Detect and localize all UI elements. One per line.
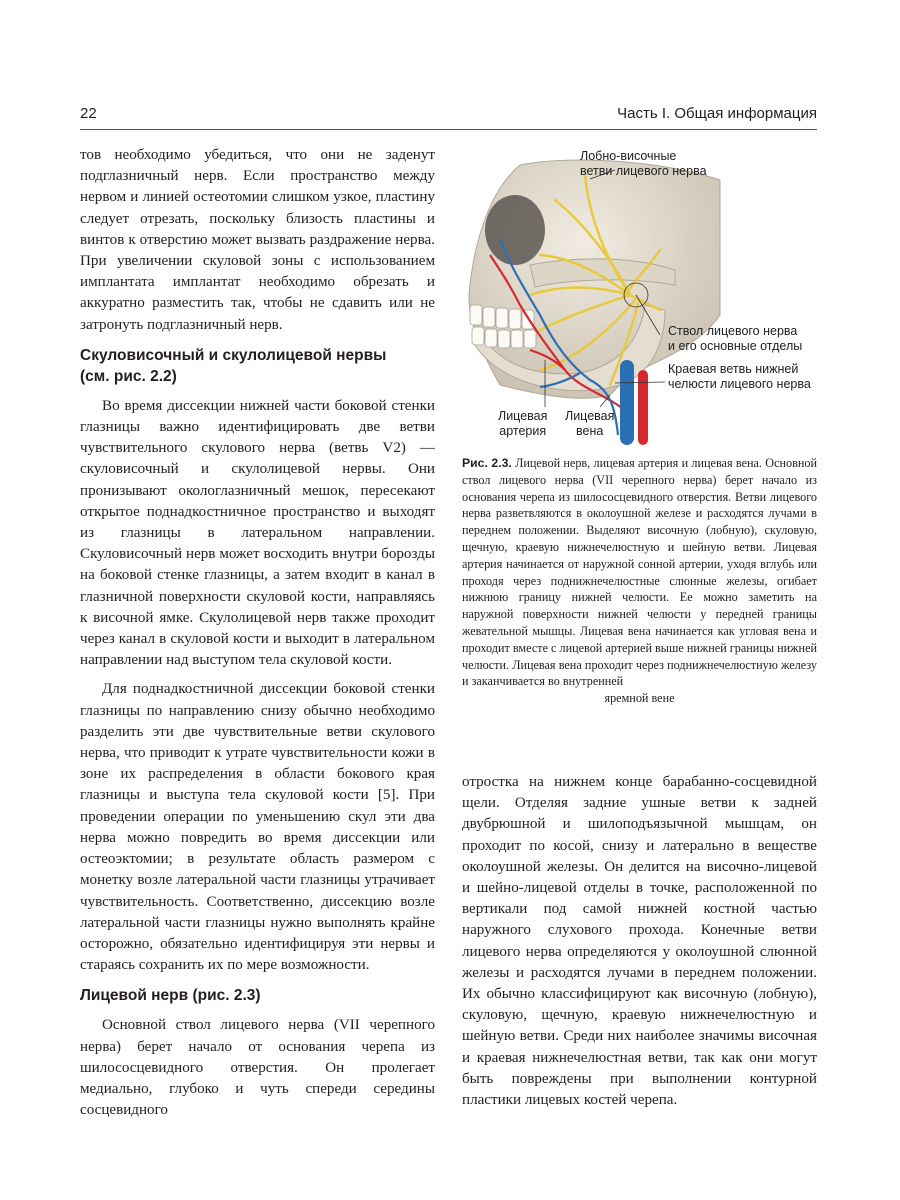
section-heading-line: (см. рис. 2.2) [80, 367, 177, 385]
skull-illustration [460, 145, 820, 445]
label-vein: Лицевая вена [565, 409, 615, 438]
left-column [80, 145, 435, 1121]
label-frontotemporal: Лобно-височные ветви лицевого нерва [580, 149, 707, 178]
orbit [485, 195, 545, 265]
running-title: Часть I. Общая информация [617, 105, 817, 122]
section-heading [80, 345, 435, 387]
label-trunk: Ствол лицевого нерва и его основные отделы [668, 324, 803, 353]
section-heading-line: Скуловисочный и скулолицевой нервы [80, 346, 387, 364]
figure-caption [462, 455, 817, 707]
paragraph: Во время диссекции нижней части боковой стенки глазницы важно идентифицировать две ветви чувствительного скулового нерва (ветвь V2) — скуловисочный и скулолицевой нервы. Они пронизывают окологлазничный мешок, пересекают открытое поднадкостничное пространство и выходят из глазницы в латеральном направлении. Скуловисочный нерв может восходить внутри борозды на боковой стенке глазницы, а затем входит в канал в глазничной поверхности скуловой кости, направляясь к височной ямке. Скулолицевой нерв также проходит через канал в скуловой кости и выходит в латеральном направлении над выступом тела скуловой кости. [80, 397, 435, 669]
label-marginal: Краевая ветвь нижней челюсти лицевого нерва [668, 362, 811, 391]
section-heading: Лицевой нерв (рис. 2.3) [80, 987, 261, 1005]
caption-head: Рис. 2.3. [462, 456, 512, 470]
paragraph: Для поднадкостничной диссекции боковой стенки глазницы по направлению снизу обычно необходимо разделить эти две чувствительные ветви скулового нерва, что приводит к утрате чувствительности кожи в зоне их распределения в области бокового края глазницы и выступа тела скуловой кости [5]. При проведении операции по уменьшению скул эти два нерва можно повредить во время диссекции или остеоэктомии; в результате область размером с монетку возле латеральной части глазницы утрачивает чувствительность. Соответственно, диссекцию возле латеральной части глазницы нужно выполнять крайне осторожно, обязательно идентифицируя эти нервы и стараясь сохранить их по мере возможности. [80, 681, 435, 974]
right-column [462, 772, 817, 1111]
jugular-vein [620, 360, 634, 445]
figure-facial-nerve [460, 145, 820, 445]
paragraph: отростка на нижнем конце барабанно-сосцевидной щели. Отделяя задние ушные ветви к задней двубрюшной и шилоподъязычной мышцам, он проходит по косой, снизу и латерально в веществе околоушной железы. Он делится на височно-лицевой и шейно-лицевой отделы в точке, расположенной по вертикали под самой нижней костной частью наружного слухового прохода. Конечные ветви лицевого нерва определяются у околоушной слюнной железы и расходятся лучами в переднем положении. Их обычно классифицируют как височную (лобную), скуловую, щечную, краевую нижнечелюстную и шейную ветви. Среди них наиболее значимы височная и краевая нижнечелюстная ветви, так как они могут быть повреждены при выполнении контурной пластики лицевых костей черепа. [462, 774, 817, 1109]
carotid-artery [638, 370, 648, 445]
page-number: 22 [80, 105, 97, 122]
caption-last-line: яремной вене [604, 691, 675, 706]
label-artery: Лицевая артерия [498, 409, 548, 438]
paragraph: Основной ствол лицевого нерва (VII черепного нерва) берет начало от основания черепа из шилососцевидного отверстия. Он пролегает медиально, глубоко и чуть спереди середины сосцевидного [80, 1017, 435, 1119]
paragraph: тов необходимо убедиться, что они не заденут подглазничный нерв. Если пространство между нервом и линией остеотомии слишком узкое, пластину следует отрезать, поскольку близость пластины и винтов к отверстию может вызвать раздражение нерва. При увеличении скуловой зоны с использованием имплантата имплантат необходимо обрезать и аккуратно разместить так, чтобы не сдавить или не затронуть подглазничный нерв. [80, 147, 435, 333]
running-header [80, 103, 817, 130]
caption-body: Лицевой нерв, лицевая артерия и лицевая вена. Основной ствол лицевого нерва (VII черепного нерва) берет начало из основания черепа из шилососцевидного отверстия. Ветви лицевого нерва разветвляются в околоушной железе и расходятся лучами в переднем положении. Выделяют височную (лобную), скуловую, щечную, краевую нижнечелюстную и шейную ветви. Лицевая артерия начинается от наружной сонной артерии, уходя вглубь или проходя через поднижнечелюстные слюнные железы, огибает нижнюю границу нижней челюсти. Ее можно заметить на наружной поверхности нижней челюсти у передней границы жевательной мышцы. Лицевая вена начинается как угловая вена и проходит вместе с лицевой артерией выше нижней границы нижней челюсти. Лицевая вена проходит через поднижнечелюстную железу и заканчивается во внутренней [462, 456, 818, 689]
